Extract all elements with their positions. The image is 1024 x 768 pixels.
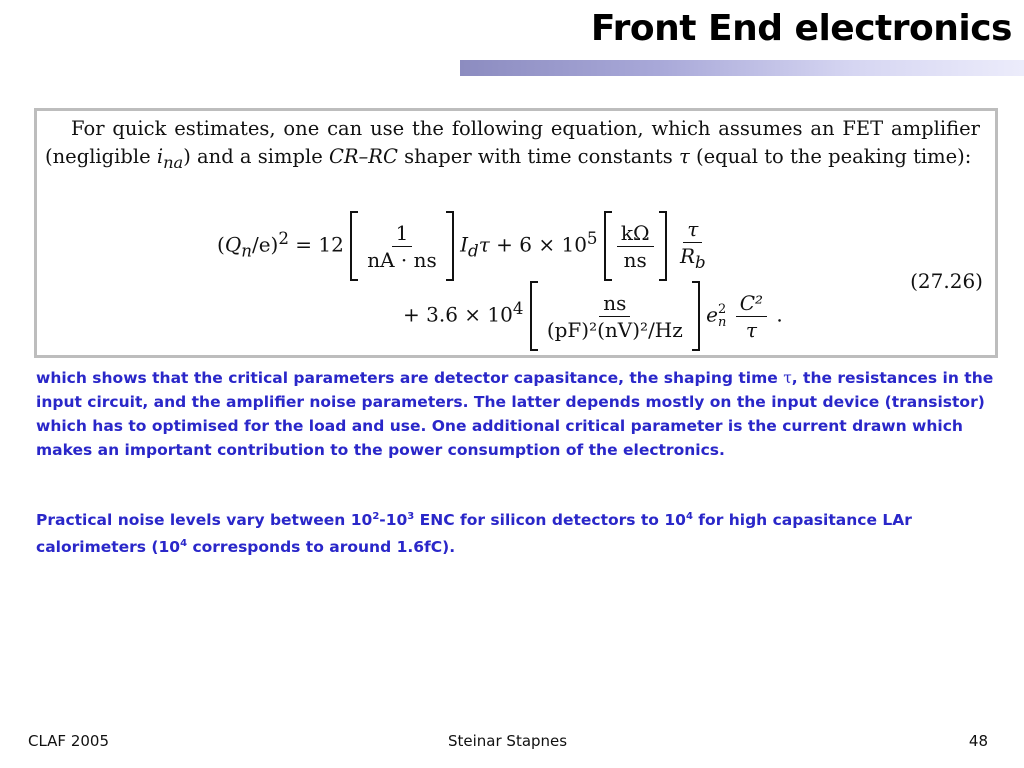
bracket-right-3 [692,281,700,351]
lhs-open: ( [217,232,225,257]
var-I-sub: d [468,241,479,261]
intro-line-2c: shaper with time constants [397,145,679,168]
footer-page-number: 48 [968,732,988,750]
formula-line-1 [217,211,713,281]
lhs-q: Q [224,232,242,257]
lhs-n: n [241,241,252,261]
fraction-4 [543,291,687,342]
p2-t4: for high capasitance LAr calorimeters (10 [36,511,912,557]
frac3-den-sub: b [695,253,706,272]
crrc-text: CR–RC [328,145,398,168]
intro-line-2d: (equal to [689,145,784,168]
plus-6: + 6 × 10 [489,232,587,257]
paragraph-noise-levels [36,505,1002,559]
intro-line-2b: ) and a simple [183,145,329,168]
equation-number: (27.26) [910,269,983,293]
frac3-num: τ [683,217,702,243]
eq-12: = 12 [288,232,344,257]
frac5-den: τ [745,317,757,342]
p1-tau: τ [783,369,792,387]
p2-s3: 4 [685,511,693,522]
frac5-num: C² [736,291,767,317]
var-e: e [706,302,718,327]
intro-line-2a: amplifier (negligible [45,117,980,168]
var-i: i [156,145,164,168]
plus-36-exp: 4 [512,298,524,318]
equation-intro-text [45,115,980,177]
fraction-5 [736,291,767,342]
lhs-exp: 2 [278,228,289,248]
p2-s2: 3 [407,511,415,522]
var-i-sub: na [163,152,184,172]
bracket-left-2 [604,211,612,281]
plus-36: + 3.6 × 10 [403,302,513,327]
p2-t3: ENC for silicon detectors to 10 [414,511,686,530]
equation-excerpt-box [34,108,998,358]
p1-text-b: , the resistances in the input circuit, and the amplifier noise parameters. The latter depends mostly on the input device (transistor) which has to optimised for the load and use. One additional critical parameter is the current drawn which makes an important contribution to the power consumption of the electronics. [36,369,994,459]
p2-s1: 2 [372,511,380,522]
frac3-den: R [679,244,696,268]
formula-period: . [776,302,783,327]
frac4-num: ns [599,291,630,317]
footer-author: Steinar Stapnes [448,732,568,750]
p2-t1: Practical noise levels vary between 10 [36,511,373,530]
frac4-den: (pF)²(nV)²/Hz [546,317,683,342]
tau-symbol: τ [678,145,690,168]
formula-line-2 [403,281,783,351]
bracket-left [350,211,358,281]
title-underline-bar [460,60,1024,76]
p2-t5: corresponds to around 1.6fC). [187,538,456,557]
plus-6-exp: 5 [586,228,598,248]
bracket-right-2 [659,211,667,281]
p1-text-a: which shows that the critical parameters are detector capasitance, the shaping time [36,369,784,387]
frac1-num: 1 [392,221,413,247]
frac1-den: nA · ns [367,247,437,272]
var-e-sup: 2 [717,302,727,317]
paragraph-critical-parameters [36,366,1002,462]
fraction-3 [676,217,710,275]
var-I: I [460,232,469,257]
lhs-e: /e) [251,232,279,257]
fraction-1 [363,221,441,272]
bracket-right [446,211,454,281]
intro-line-1: For quick estimates, one can use the following equation, which assumes an FET [71,117,884,140]
var-e-sub: n [717,315,727,330]
p2-t2: -10 [379,511,408,530]
frac2-num: kΩ [617,221,654,247]
tau-1: τ [478,232,490,257]
fraction-2 [617,221,654,272]
p2-s4: 4 [180,538,188,550]
footer-conference: CLAF 2005 [28,732,110,750]
slide-title: Front End electronics [590,8,1012,49]
frac2-den: ns [623,247,647,272]
bracket-left-3 [530,281,538,351]
intro-line-3: the peaking time): [790,145,972,168]
